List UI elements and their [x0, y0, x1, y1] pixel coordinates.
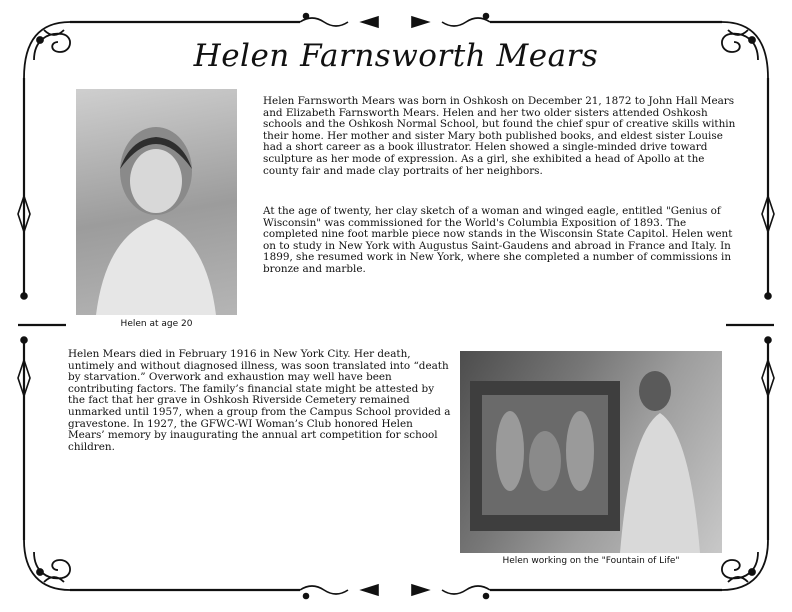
biography-paragraph-3: Helen Mears died in February 1916 in New York City. Her death, untimely and without diagnosed illness, was soon translated into “death by starvation.” Overwork and exhaustion may well have been contributing factors. The family’s financial state might be attested by the fact that her grave in Oshkosh Riverside Cemetery remained unmarked until 1957, when a group from the Campus School provided a gravestone. In 1927, the GFWC-WI Woman’s Club honored Helen Mears’ memory by inaugurating the annual art competition for school children. — [68, 348, 451, 453]
biography-paragraph-1: Helen Farnsworth Mears was born in Oshkosh on December 21, 1872 to John Hall Mears and Elizabeth Farnsworth Mears. Helen and her two older sisters attended Oshkosh schools and the Oshkosh Normal School, but found the chief spur of creative skills within their home. Her mother and sister Mary both published books, and eldest sister Louise had a short career as a book illustrator. Helen showed a single-minded drive toward sculpture as her mode of expression. As a girl, she exhibited a head of Apollo at the county fair and made clay portraits of her neighbors. — [263, 95, 736, 177]
studio-photo — [460, 351, 722, 553]
portrait-photo — [76, 89, 237, 315]
bottom-flourish — [300, 585, 490, 599]
top-flourish — [300, 14, 490, 28]
biography-paragraph-2: At the age of twenty, her clay sketch of a woman and winged eagle, entitled "Genius of Wisconsin" was commissioned for the World's Columbia Exposition of 1893. The completed nine foot marble piece now stands in the Wisconsin State Capitol. Helen went on to study in New York with Augustus Saint-Gaudens and abroad in France and Italy. In 1899, she resumed work in New York, where she completed a number of commissions in bronze and marble. — [263, 205, 733, 275]
studio-caption: Helen working on the "Fountain of Life" — [502, 556, 680, 566]
portrait-caption: Helen at age 20 — [120, 319, 193, 329]
page-title: Helen Farnsworth Mears — [193, 38, 599, 74]
